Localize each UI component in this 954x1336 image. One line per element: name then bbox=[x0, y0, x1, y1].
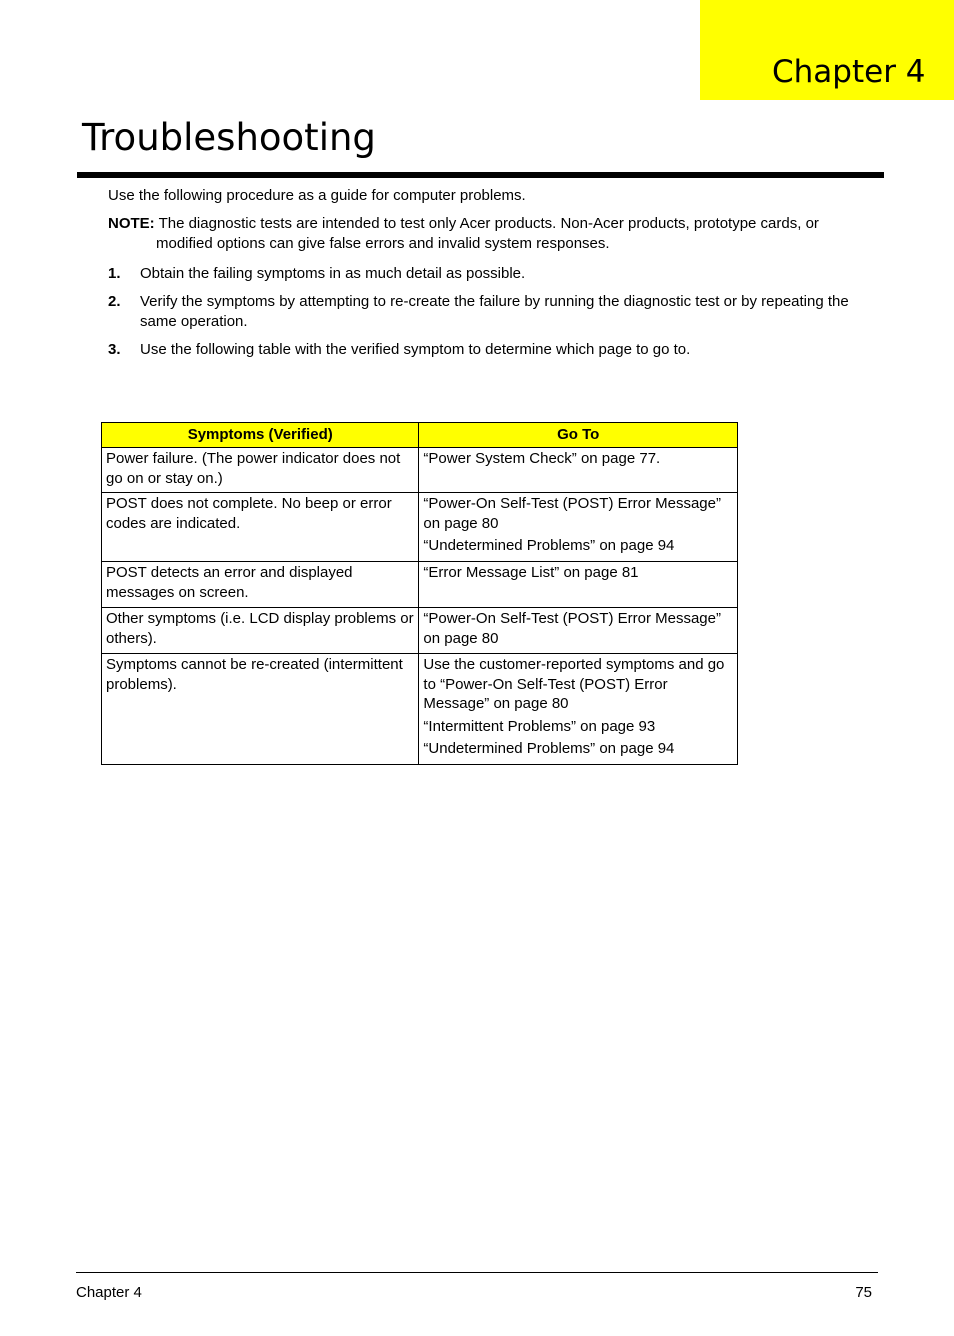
goto-cell bbox=[419, 608, 738, 654]
note-paragraph bbox=[108, 214, 868, 253]
symptoms-table bbox=[101, 422, 738, 765]
goto-reference: “Power System Check” on page 77. bbox=[423, 450, 661, 467]
chapter-tab bbox=[700, 0, 954, 100]
table-row bbox=[102, 654, 738, 765]
goto-cell bbox=[419, 493, 738, 562]
chapter-tab-label: Chapter 4 bbox=[772, 54, 926, 90]
footer-chapter: Chapter 4 bbox=[76, 1284, 142, 1301]
note-text: The diagnostic tests are intended to test only Acer products. Non-Acer products, prototype cards, or modified options can give false errors and invalid system responses. bbox=[154, 215, 819, 252]
goto-reference: “Power-On Self-Test (POST) Error Message” on page 80 bbox=[423, 495, 721, 532]
goto-cell bbox=[419, 448, 738, 493]
symptom-cell: POST does not complete. No beep or error codes are indicated. bbox=[102, 493, 419, 562]
footer-page-number: 75 bbox=[855, 1284, 872, 1301]
symptom-cell: Other symptoms (i.e. LCD display problems or others). bbox=[102, 608, 419, 654]
step-text: Obtain the failing symptoms in as much detail as possible. bbox=[140, 265, 526, 282]
table-row bbox=[102, 562, 738, 608]
symptom-cell: Power failure. (The power indicator does not go on or stay on.) bbox=[102, 448, 419, 493]
goto-reference: “Intermittent Problems” on page 93 bbox=[423, 717, 656, 735]
goto-reference: “Power-On Self-Test (POST) Error Message” on page 80 bbox=[423, 610, 721, 647]
note-label: NOTE: bbox=[108, 215, 155, 232]
table-header-row bbox=[102, 423, 738, 448]
step-number: 3. bbox=[108, 341, 121, 358]
step-number: 1. bbox=[108, 265, 121, 282]
goto-cell bbox=[419, 562, 738, 608]
goto-reference: Use the customer-reported symptoms and go to “Power-On Self-Test (POST) Error Message” on page 80 bbox=[423, 656, 725, 712]
symptom-cell: Symptoms cannot be re-created (intermittent problems). bbox=[102, 654, 419, 765]
step-item bbox=[108, 340, 868, 360]
symptom-cell: POST detects an error and displayed messages on screen. bbox=[102, 562, 419, 608]
step-text: Use the following table with the verified symptom to determine which page to go to. bbox=[140, 341, 691, 358]
step-item bbox=[108, 292, 868, 331]
header-goto: Go To bbox=[419, 423, 738, 448]
goto-reference: “Undetermined Problems” on page 94 bbox=[423, 537, 675, 554]
step-number: 2. bbox=[108, 293, 121, 310]
table-row bbox=[102, 608, 738, 654]
title-rule bbox=[77, 172, 884, 178]
intro-paragraph: Use the following procedure as a guide for computer problems. bbox=[108, 187, 526, 204]
goto-reference: “Undetermined Problems” on page 94 bbox=[423, 740, 675, 757]
header-symptoms: Symptoms (Verified) bbox=[102, 423, 419, 448]
table-row bbox=[102, 448, 738, 493]
footer-rule bbox=[76, 1272, 878, 1273]
step-item bbox=[108, 264, 868, 284]
goto-cell bbox=[419, 654, 738, 765]
goto-reference: “Error Message List” on page 81 bbox=[423, 564, 639, 581]
page-title: Troubleshooting bbox=[82, 116, 376, 159]
table-row bbox=[102, 493, 738, 562]
step-text: Verify the symptoms by attempting to re-create the failure by running the diagnostic test or by repeating the same operation. bbox=[140, 293, 849, 330]
